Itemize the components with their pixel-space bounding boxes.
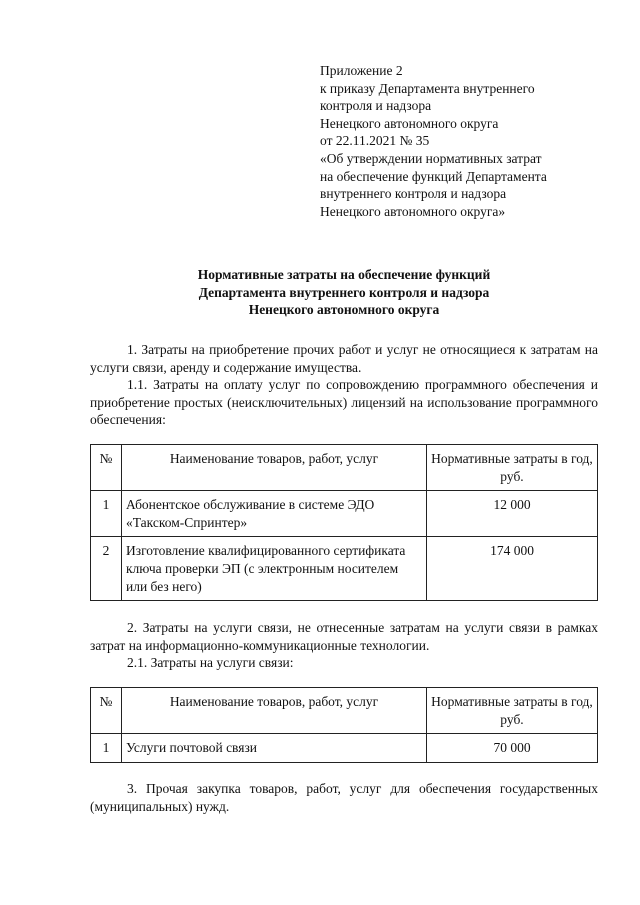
appendix-line: к приказу Департамента внутреннего <box>320 80 535 96</box>
table-row <box>91 734 598 763</box>
appendix-line: Ненецкого автономного округа <box>320 115 499 131</box>
appendix-line: Приложение 2 <box>320 63 403 78</box>
row-name: Услуги почтовой связи <box>122 734 427 763</box>
appendix-header <box>320 62 620 220</box>
row-number: 1 <box>91 491 122 537</box>
software-costs-table <box>90 444 598 601</box>
communication-costs-table <box>90 687 598 763</box>
row-cost: 12 000 <box>427 491 598 537</box>
paragraph-2: 2. Затраты на услуги связи, не отнесенные затратам на услуги связи в рамках затрат на информационно-коммуникационные технологии. <box>90 620 598 653</box>
appendix-line: от 22.11.2021 № 35 <box>320 133 430 149</box>
row-name: Изготовление квалифицированного сертификата ключа проверки ЭП (с электронным носителем или без него) <box>122 537 427 601</box>
title-line: Департамента внутреннего контроля и надзора <box>198 284 490 300</box>
header-name: Наименование товаров, работ, услуг <box>122 445 427 491</box>
table-header-row <box>91 445 598 491</box>
title-line: Нормативные затраты на обеспечение функций <box>197 267 491 282</box>
header-cost: Нормативные затраты в год, руб. <box>427 445 598 491</box>
paragraph-3: 3. Прочая закупка товаров, работ, услуг для обеспечения государственных (муниципальных) нужд. <box>90 781 598 814</box>
table-row <box>91 491 598 537</box>
appendix-line: Ненецкого автономного округа» <box>320 203 506 219</box>
appendix-line: «Об утверждении нормативных затрат <box>320 150 542 166</box>
title-line: Ненецкого автономного округа <box>248 302 440 318</box>
row-cost: 70 000 <box>427 734 598 763</box>
header-number: № <box>91 688 122 734</box>
header-cost: Нормативные затраты в год, руб. <box>427 688 598 734</box>
paragraph-2-1: 2.1. Затраты на услуги связи: <box>127 655 294 670</box>
document-title <box>90 266 598 319</box>
paragraph-1: 1. Затраты на приобретение прочих работ и услуг не относящиеся к затратам на услуги связи, аренду и содержание имущества. <box>90 342 598 375</box>
row-cost: 174 000 <box>427 537 598 601</box>
appendix-line: на обеспечение функций Департамента <box>320 168 547 184</box>
row-name: Абонентское обслуживание в системе ЭДО «Такском-Спринтер» <box>122 491 427 537</box>
table-row <box>91 537 598 601</box>
table-header-row <box>91 688 598 734</box>
header-name: Наименование товаров, работ, услуг <box>122 688 427 734</box>
paragraph-1-1: 1.1. Затраты на оплату услуг по сопровождению программного обеспечения и приобретение простых (неисключительных) лицензий на использование программного обеспечения: <box>90 377 598 428</box>
appendix-line: внутреннего контроля и надзора <box>320 186 507 202</box>
row-number: 1 <box>91 734 122 763</box>
header-number: № <box>91 445 122 491</box>
row-number: 2 <box>91 537 122 601</box>
appendix-line: контроля и надзора <box>320 98 432 114</box>
